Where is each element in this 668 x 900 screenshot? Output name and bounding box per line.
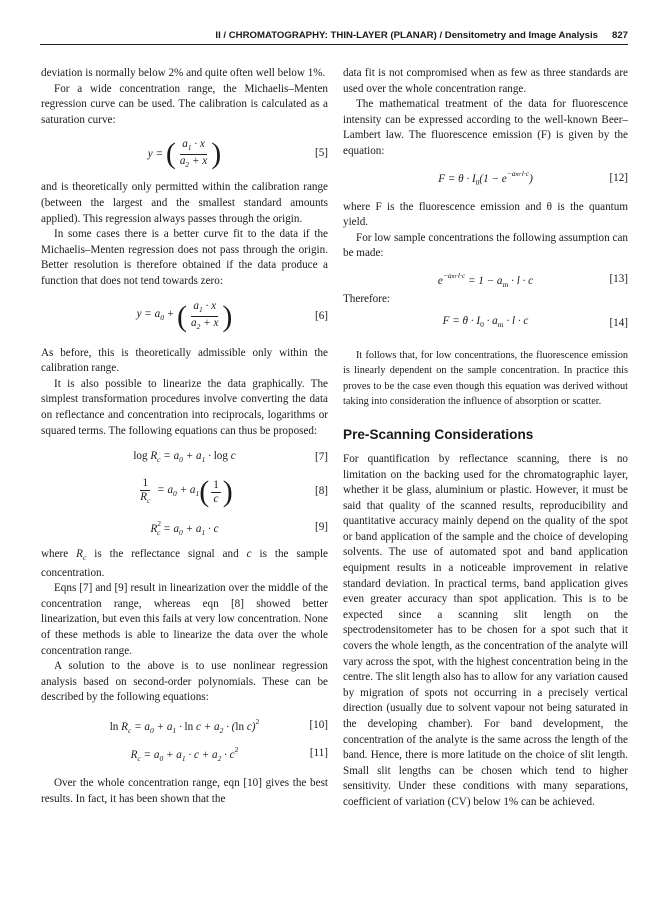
equation-number: [14]: [609, 316, 628, 329]
paragraph: where $R_c$ is the reflectance signal and c is the sample concentration.: [41, 548, 328, 579]
equation-number: [10]: [309, 719, 328, 732]
equation-13: $e^{-am\cdot l\cdot c} = 1 - a_m \cdot l \cdot c$ [13]: [437, 270, 628, 289]
text-span: is the reflectance signal and: [86, 548, 247, 561]
equation-number: [13]: [609, 273, 628, 286]
equation-6: $y = a_0$ + ( $\frac{a_1 \cdot x}{a_2 + x}$ ) [6]: [136, 299, 328, 333]
paragraph: It is also possible to linearize the data graphically. The simplest transformation procedures involve converting the data on reflectance and concentration into reciprocals, logarithms or squared terms. The following equations can thus be proposed:: [41, 377, 328, 437]
paragraph: deviation is normally below 2% and quite often well below 1%.: [41, 67, 326, 79]
paragraph: As before, this is theoretically admissible only within the calibration range.: [41, 346, 328, 375]
text-span: is the sample concentration.: [41, 548, 328, 579]
page-number: 827: [611, 30, 628, 41]
paragraph: and is theoretically only permitted within the calibration range (between the largest and the smallest standard amounts applied). This regression always passes through the origin.: [41, 181, 328, 225]
header-title: II / CHROMATOGRAPHY: THIN-LAYER (PLANAR) / Densitometry and Image Analysis: [215, 30, 598, 41]
running-header: [40, 30, 628, 45]
paragraph: In some cases there is a better curve fit to the data if the Michaelis–Menten regression does not pass through the origin. Better resolution is therefore obtained if the data produce a function that does not tend towards zero:: [41, 228, 328, 287]
right-column: [343, 66, 628, 811]
equation-11: $R_c = a_0 + a_1 \cdot c + a_2 \cdot c^2$ [11]: [130, 744, 328, 763]
equation-number: [11]: [309, 747, 328, 760]
section-heading: Pre-Scanning Considerations: [343, 426, 534, 442]
paragraph: Over the whole concentration range, eqn [10] gives the best results. In fact, it has been shown that the: [41, 777, 328, 805]
equation-number: [8]: [315, 485, 328, 498]
equation-10: $\ln R_c = a_0 + a_1 \cdot \ln c + a_2 \cdot (\ln$ c)$^2$ [10]: [109, 716, 328, 735]
equation-8: $\frac{1}{R_c}$ = $a_0 + a_1$ ( $\frac{1}{c}$ ) [8]: [140, 475, 328, 509]
paragraph: For a wide concentration range, the Michaelis–Menten regression curve can be used. The calibration is calculated as a saturation curve:: [41, 82, 328, 126]
paragraph: The mathematical treatment of the data for fluorescence intensity can be expressed according to the well-known Beer–Lambert law. The fluorescence emission (F) is given by the equation:: [343, 98, 628, 157]
equation-14: $F = \theta \cdot I_0 \cdot a_m \cdot l \cdot c$ [14]: [343, 312, 628, 336]
paragraph: Therefore:: [343, 292, 391, 305]
paragraph: where F is the fluorescence emission and θ is the quantum yield.: [343, 200, 628, 229]
paragraph: Eqns [7] and [9] result in linearization over the middle of the concentration range, whereas eqn [8] showed better linearization, but even this fails at very low concentration. None of these methods is able to linearize the data over the whole concentration range.: [41, 582, 328, 657]
equation-5: y = ( $\frac{a_1 \cdot x}{a_2 + x}$ ) [5]: [147, 137, 328, 171]
equation-12: $F = \theta \cdot I_0(1 - e^{-am\cdot l\cdot c})$ [12]: [438, 169, 628, 188]
equation-7: $\log R_c = a_0 + a_1 \cdot \log c$ [7]: [41, 447, 328, 469]
text-span: where: [41, 548, 77, 561]
paragraph: For low sample concentrations the following assumption can be made:: [343, 231, 628, 260]
paragraph: For quantification by reflectance scanning, there is no limitation on the backing used for the chromatographic layer, whether it be glass, aluminium or plastic. However, it must be said that quality of the scanned results, reproducibility and quantitative accuracy mainly depend on the quality of the spot or band application of the sample and the choice of developing solvents. The use of automated spot and band application equipment results in a noticeable improvement in relative standard deviation. In practical terms, band application gives even greater accuracy than spot application. This is to be expected since a scanning slit length on the spectrodensitometer has to be chosen for a spot such that it covers the whole length, as the concentration of the analyte will vary across the spot, with the highest concentration being in the centre. The slit length also has to allow for any variation caused by migration of spots not occurring in a precisely vertical direction (usually due to solvent vapour not being saturated in the developing chamber). For band development, the concentration of the analyte is the same across the length of the band. Hence, there is more latitude on the choice of slit length. Small slit lengths can be chosen which tend to higher sensitivity. Under these conditions with many separations, coefficient of variation (CV) below 1% can be achieved.: [343, 452, 628, 808]
left-column: [41, 66, 328, 807]
equation-number: [5]: [315, 147, 328, 160]
paragraph: data fit is not compromised when as few as three standards are used over the whole concentration range.: [343, 67, 628, 95]
paragraph: A solution to the above is to use nonlinear regression analysis based on second-order polynomials. These can be described by the following equations:: [41, 660, 328, 704]
paragraph: It follows that, for low concentrations, the fluorescence emission is linearly dependent on the sample concentration. In practice this proves to be the case even though this equation was derived without taking into consideration the influence of absorption or scatter.: [343, 349, 628, 408]
equation-number: [7]: [315, 451, 328, 464]
equation-number: [12]: [609, 171, 628, 184]
equation-number: [9]: [315, 521, 328, 534]
equation-number: [6]: [315, 309, 328, 322]
equation-9: $R^2_c = a_0 + a_1 \cdot c$ [9]: [150, 518, 328, 537]
